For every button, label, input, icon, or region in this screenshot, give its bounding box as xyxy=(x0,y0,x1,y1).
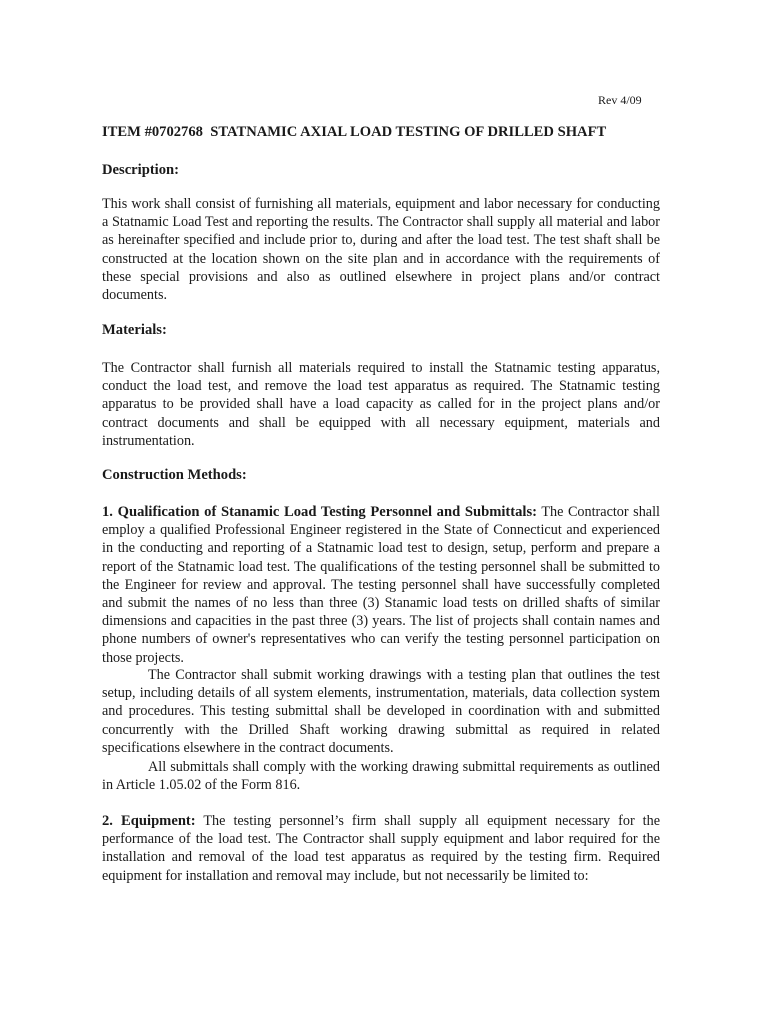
document-title: ITEM #0702768 STATNAMIC AXIAL LOAD TESTING OF DRILLED SHAFT xyxy=(102,124,607,140)
revision-label: Rev 4/09 xyxy=(598,93,642,107)
materials-text: The Contractor shall furnish all materials required to install the Statnamic testing apparatus, conduct the load test, and remove the load test apparatus as required. The Statnamic testing apparatus to be provided shall have a load capacity as called for in the project plans and/or contract documents and shall be equipped with all necessary equipment, materials and instrumentation. xyxy=(102,360,660,449)
section-1-text: The Contractor shall employ a qualified Professional Engineer registered in the State of Connecticut and experienced in the conducting and reporting of a Statnamic load test to design, setup, perform and prepare a report of the Statnamic load test. The qualifications of the testing personnel shall be submitted to the Engineer for review and approval. The testing personnel shall have successfully completed and submit the names of no less than three (3) Stanamic load tests on drilled shafts of similar dimensions and capacities in the past three (3) years. The list of projects shall contain names and phone numbers of owner's representatives who can verify the testing personnel participation on those projects. xyxy=(102,504,660,666)
construction-methods-heading: Construction Methods: xyxy=(102,467,247,483)
section-2-text: The testing personnel’s firm shall supply all equipment necessary for the performance of the load test. The Contractor shall supply equipment and labor required for the installation and removal of the load test apparatus as required by the testing firm. Required equipment for installation and removal may include, but not necessarily be limited to: xyxy=(102,813,660,884)
description-text: This work shall consist of furnishing all materials, equipment and labor necessary for conducting a Statnamic Load Test and reporting the results. The Contractor shall supply all material and labor as hereinafter specified and include prior to, during and after the load test. The test shaft shall be constructed at the location shown on the site plan and in accordance with the requirements of these special provisions and also as outlined elsewhere in project plans and/or contract documents. xyxy=(102,196,660,304)
section-1-paragraph xyxy=(102,503,660,667)
section-1-paragraph-2: The Contractor shall submit working drawings with a testing plan that outlines the test setup, including details of all system elements, instrumentation, materials, data collection system and procedures. This testing submittal shall be developed in coordination with and submitted concurrently with the Drilled Shaft working drawing submittal as required in related specifications elsewhere in the contract documents. xyxy=(102,667,660,756)
section-2-title: 2. Equipment: xyxy=(102,813,196,829)
description-heading: Description: xyxy=(102,162,180,178)
section-2-paragraph xyxy=(102,812,660,885)
section-1-title: 1. Qualification of Stanamic Load Testing Personnel and Submittals: xyxy=(102,504,538,520)
section-1-paragraph-3: All submittals shall comply with the working drawing submittal requirements as outlined in Article 1.05.02 of the Form 816. xyxy=(102,759,660,794)
materials-heading: Materials: xyxy=(102,322,167,338)
